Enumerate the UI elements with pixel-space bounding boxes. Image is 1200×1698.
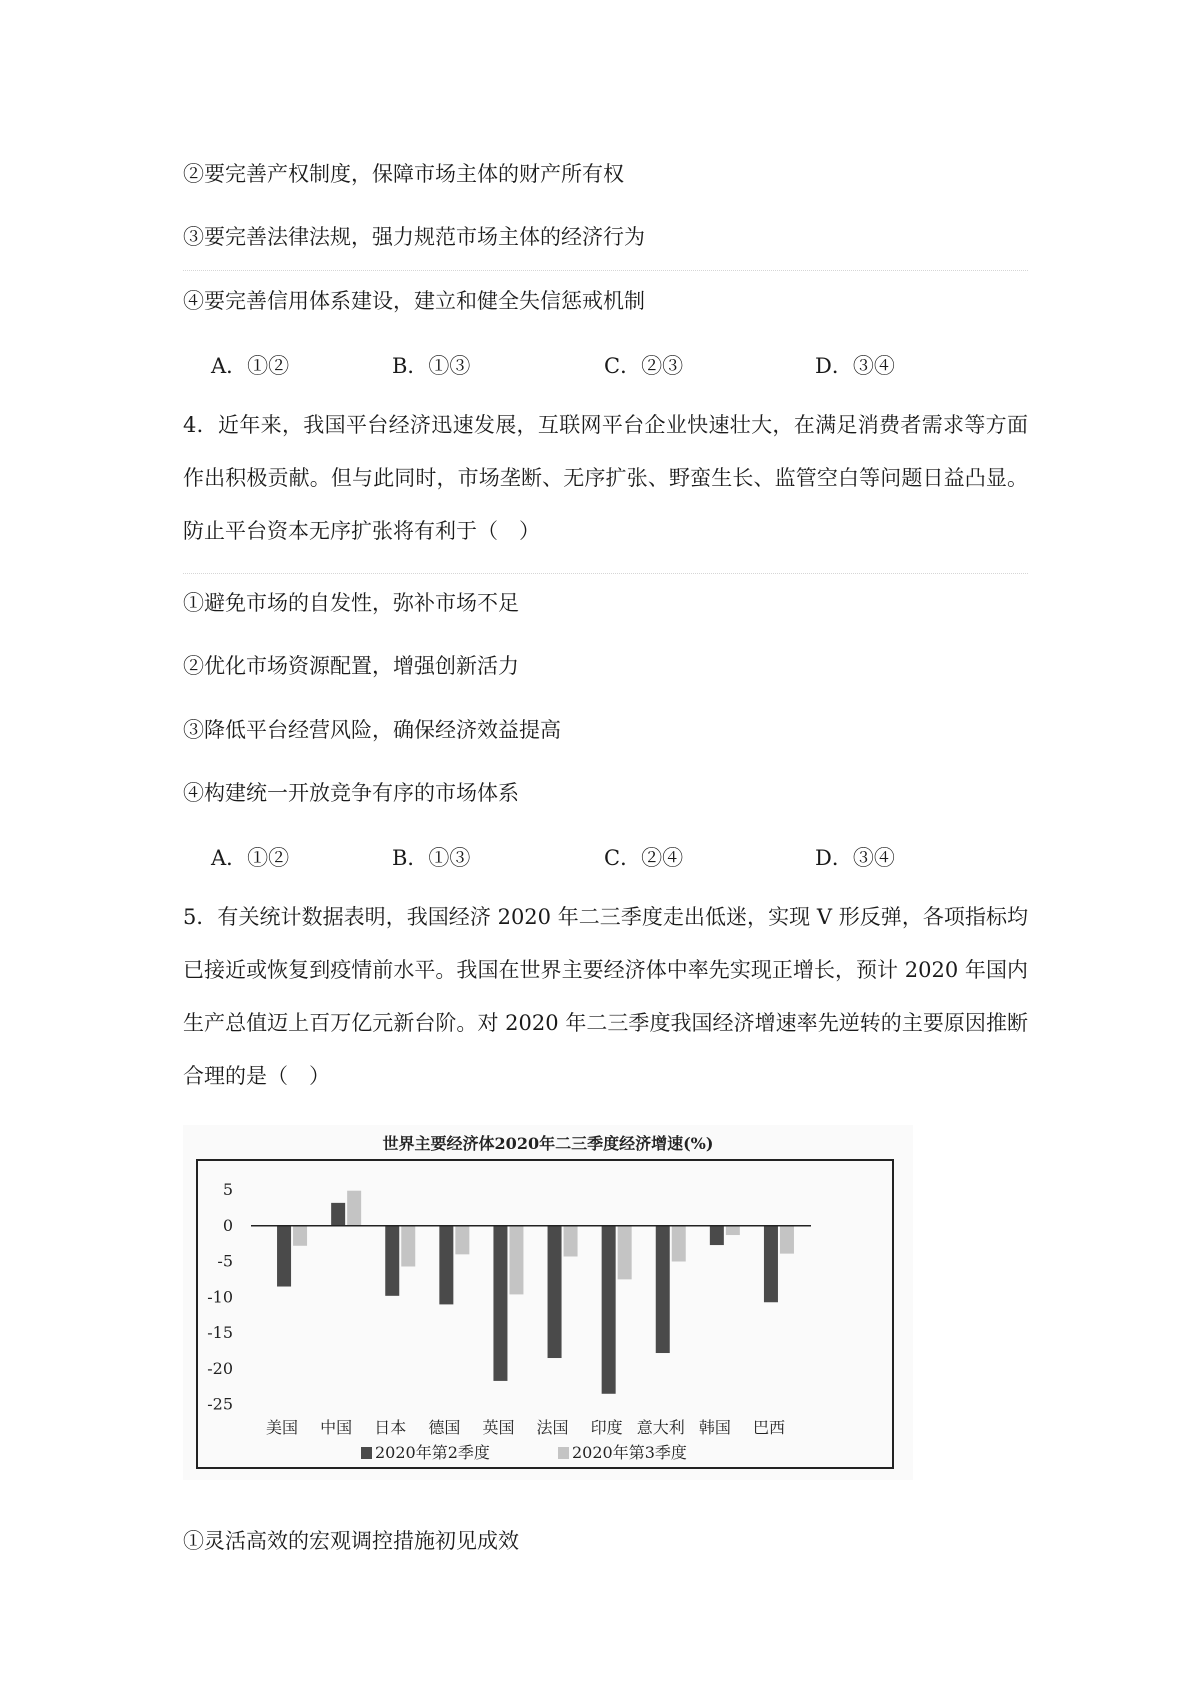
q3-option-a: A．①② <box>211 354 290 378</box>
q3-item-4: ④要完善信用体系建设，建立和健全失信惩戒机制 <box>183 289 645 313</box>
bar-q2-3 <box>439 1226 453 1305</box>
chart-title: 世界主要经济体2020年二三季度经济增速(%) <box>382 1134 714 1153</box>
bar-q3-9 <box>780 1226 794 1254</box>
category-label: 德国 <box>428 1418 461 1437</box>
category-label: 中国 <box>320 1418 353 1437</box>
bar-q3-3 <box>455 1226 469 1255</box>
q4-item-2: ②优化市场资源配置，增强创新活力 <box>183 654 519 678</box>
bar-q2-9 <box>764 1226 778 1303</box>
bar-q3-0 <box>293 1226 307 1246</box>
y-tick-label: -5 <box>217 1251 233 1271</box>
bar-q3-7 <box>672 1226 686 1262</box>
category-label: 法国 <box>536 1418 569 1437</box>
q3-item-3: ③要完善法律法规，强力规范市场主体的经济行为 <box>183 225 645 249</box>
legend-swatch-q2 <box>361 1447 372 1459</box>
y-tick-label: 5 <box>222 1180 233 1199</box>
q5-stem: 5．有关统计数据表明，我国经济 2020 年二三季度走出低迷，实现 V 形反弹，各项指标均已接近或恢复到疫情前水平。我国在世界主要经济体中率先实现正增长，预计 2020 年国内生产总值迈上百万亿元新台阶。对 2020 年二三季度我国经济增速率先逆转的主要原因推断合理的是（ ） <box>183 905 1028 1088</box>
bar-q3-4 <box>509 1226 523 1295</box>
y-tick-label: -15 <box>207 1323 233 1342</box>
y-tick-label: -25 <box>207 1394 233 1414</box>
bar-q2-7 <box>656 1226 670 1353</box>
y-tick-label: 0 <box>222 1215 233 1235</box>
category-label: 美国 <box>266 1418 299 1437</box>
q4-option-a: A．①② <box>211 846 290 870</box>
bar-q3-1 <box>347 1191 361 1226</box>
bar-q2-1 <box>331 1203 345 1226</box>
bar-q3-8 <box>726 1226 740 1235</box>
category-label: 巴西 <box>752 1418 785 1437</box>
growth-bar-chart <box>183 1125 913 1480</box>
bar-q2-0 <box>277 1226 291 1287</box>
q3-option-d: D．③④ <box>815 354 895 378</box>
q4-item-1: ①避免市场的自发性，弥补市场不足 <box>183 591 519 615</box>
q4-option-c: C．②④ <box>604 846 684 870</box>
bar-q2-6 <box>602 1226 616 1394</box>
legend-swatch-q3 <box>558 1447 569 1459</box>
legend-label-q2: 2020年第2季度 <box>375 1443 490 1462</box>
bar-q3-2 <box>401 1226 415 1267</box>
q4-item-4: ④构建统一开放竞争有序的市场体系 <box>183 781 519 805</box>
q4-item-3: ③降低平台经营风险，确保经济效益提高 <box>183 718 561 742</box>
divider <box>183 270 1028 271</box>
category-label: 英国 <box>482 1418 515 1437</box>
bar-q3-5 <box>564 1226 578 1257</box>
category-label: 印度 <box>590 1418 623 1437</box>
legend-label-q3: 2020年第3季度 <box>572 1443 687 1462</box>
bar-q2-5 <box>548 1226 562 1358</box>
q3-item-2: ②要完善产权制度，保障市场主体的财产所有权 <box>183 162 624 186</box>
q4-stem: 4．近年来，我国平台经济迅速发展，互联网平台企业快速壮大，在满足消费者需求等方面作出积极贡献。但与此同时，市场垄断、无序扩张、野蛮生长、监管空白等问题日益凸显。防止平台资本无序扩张将有利于（ ） <box>183 413 1028 543</box>
category-label: 日本 <box>374 1418 407 1437</box>
category-label: 意大利 <box>636 1418 685 1437</box>
q4-option-b: B．①③ <box>392 846 471 870</box>
q4-option-d: D．③④ <box>815 846 895 870</box>
q3-option-c: C．②③ <box>604 354 684 378</box>
divider <box>183 573 1028 574</box>
q3-option-b: B．①③ <box>392 354 471 378</box>
bar-q3-6 <box>618 1226 632 1280</box>
q5-item-1: ①灵活高效的宏观调控措施初见成效 <box>183 1529 519 1553</box>
bar-q2-2 <box>385 1226 399 1296</box>
y-tick-label: -20 <box>207 1358 233 1378</box>
bar-q2-4 <box>493 1226 507 1381</box>
y-tick-label: -10 <box>207 1287 233 1307</box>
bar-q2-8 <box>710 1226 724 1245</box>
category-label: 韩国 <box>698 1418 731 1437</box>
